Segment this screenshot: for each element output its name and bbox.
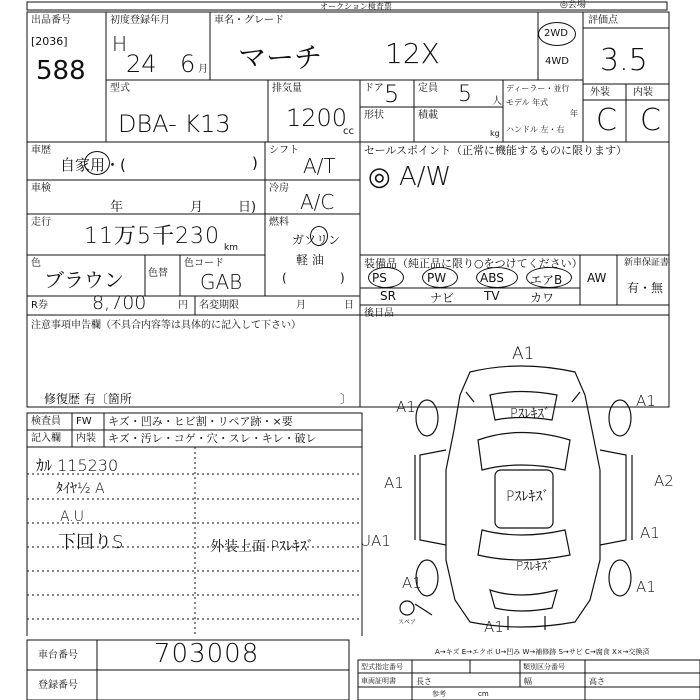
doors-value: 5 [384,80,400,108]
mark-rear-right: A1 [636,578,656,596]
equip-ps-circle [368,267,404,288]
mark-rear-left: A1 [402,574,422,592]
checker-exterior-items: キズ・凹み・ヒビ割・リペア跡・×要 [108,415,293,428]
repair-history-close: 〕 [340,392,353,406]
equip-airbag-circle [526,267,572,288]
registration-label: 初度登録年月 [110,15,170,26]
mileage-unit: km [224,243,238,253]
expiry-day: 日 [344,300,354,311]
reg-number-label: 登録番号 [38,680,78,691]
exterior-grade: C [596,103,617,138]
note-line-4: 下回りS [58,532,124,553]
dealer-label: ディーラー・並行 [506,84,570,93]
exterior-label: 外装 [590,87,610,98]
history-close: ) [252,154,258,172]
aircon-label: 冷房 [269,183,289,194]
mark-left-rear: UA1 [360,532,391,550]
color-value: ブラウン [44,268,124,292]
handle-label: ハンドル 左・右 [506,125,565,134]
shift-label: シフト [269,145,299,156]
note-line-5: 外装上面 Pｽﾚｷｽﾞ [210,539,314,555]
fuel-gas: ガソリン [292,233,341,247]
equip-abs-circle [476,267,518,288]
load-label: 積載 [418,110,438,121]
fuel-light: 軽 油 [296,253,324,267]
note-line-2: ﾀｲﾔ½ A [56,481,105,497]
displacement-label: 排気量 [272,83,302,94]
hood-note: Pｽﾚｷｽﾞ [510,407,551,422]
drive-4wd: 4WD [545,56,569,67]
equip-airbag: エアB [530,273,563,287]
warranty-label: 新車保証書 [624,258,670,268]
mark-front-left: A1 [396,398,416,416]
sales-point-label: セールスポイント（正常に機能するものに限ります） [364,144,628,157]
history-label: 車歴 [31,145,51,156]
equip-abs: ABS [480,271,504,285]
mileage-label: 走行 [31,217,51,228]
equip-sr: SR [380,289,396,303]
expiry-month: 月 [296,300,306,311]
equip-pw: PW [427,271,447,285]
mark-right-rear: A1 [640,524,660,542]
fuel-circle [310,226,328,246]
form-title: オークション検査票 [320,2,392,11]
car-name: マーチ [238,41,323,74]
venue-label: ◎会場 [560,0,586,10]
aircon-value: A/C [300,190,335,214]
history-value: 自家用・( [60,156,126,174]
repair-history: 修復歴 有〔箇所 [44,392,132,406]
reference-label: 参考 [432,690,446,698]
month-unit: 月 [198,64,208,75]
history-circle [84,151,110,175]
spare-label: スペア [398,619,417,626]
equip-ps: PS [372,271,387,285]
lot-number: 588 [36,56,86,86]
model-year-label: モデル 年式 [506,98,549,107]
notes-label: 注意事項申告欄（不具合内容等は具体的に記入して下さい） [31,320,301,331]
lot-code: [2036] [31,35,68,48]
equipment-label: 装備品（純正品に限り○をつけてください） [364,257,583,270]
roof-note: Pｽﾚｷｽﾞ [506,489,550,505]
interior-grade: C [640,103,661,138]
checker-fw: FW [76,416,92,427]
mark-right-door: A2 [654,472,674,490]
capacity-value: 5 [458,82,472,107]
equip-pw-circle [422,267,458,288]
capacity-unit: 人 [492,96,502,107]
interior-label: 内装 [633,87,653,98]
mileage-value: 11万5千230 [84,224,220,249]
load-unit: kg [490,129,500,138]
checker-int-label: 内装 [76,433,96,444]
shift-value: A/T [303,154,336,178]
equip-navi: ナビ [430,291,455,305]
warranty-value: 有・無 [627,281,664,295]
note-line-3: A.U [60,509,85,525]
rating-score: 3.5 [600,43,648,78]
shape-label: 形状 [364,110,384,121]
car-name-label: 車名・グレード [214,15,284,26]
note-line-1: ｶﾙ 115230 [36,456,119,475]
fuel-paren-close: ) [340,271,345,285]
inspection-year: 年 [110,200,124,215]
length-label: 長さ [416,677,432,686]
equip-leather: カワ [530,291,555,305]
mark-left-door: A1 [384,474,404,492]
checker-interior-items: キズ・汚レ・コゲ・穴・スレ・キレ・破レ [108,432,317,445]
vin-value: 703008 [154,639,260,669]
inspection-label: 車検 [31,183,51,194]
drive-2wd: 2WD [544,28,568,39]
inspection-day: 日) [238,200,257,215]
equip-aw: AW [587,271,607,285]
recycle-label: R券 [31,300,48,311]
year-unit: 年 [570,109,578,118]
model-label: 型式 [110,83,130,94]
expiry-label: 名変期限 [199,300,239,311]
lot-label: 出品番号 [31,15,71,26]
car-grade: 12X [385,37,440,70]
rear-note: Pｽﾚｷｽﾞ [516,559,554,573]
registration-era: H [112,32,128,56]
width-label: 幅 [524,677,532,686]
color-code: GAB [200,270,243,294]
checker-label-2: 記入欄 [31,433,61,444]
inspection-month: 月 [190,200,204,215]
height-label: 高さ [589,677,605,686]
mark-front-right: A1 [636,392,656,410]
mark-front: A1 [512,344,535,364]
recycle-value: 8,700 [92,292,147,314]
fuel-label: 燃料 [269,217,289,228]
color-tone-label: 色替 [148,268,168,279]
mark-rear: A1 [484,618,504,636]
rating-label: 評価点 [588,15,618,26]
cm-unit: cm [478,690,489,698]
type-approval-label: 型式指定番号 [361,663,403,671]
fuel-paren-open: ( [282,271,287,285]
vehicle-cert-label: 車両証明書 [361,677,396,685]
equip-tv: TV [484,289,500,303]
checker-label-1: 検査員 [31,416,61,427]
displacement-unit: cc [343,126,354,137]
color-label: 色 [31,258,41,269]
vin-label: 車台番号 [38,650,78,661]
sales-point-value: ◎ A/W [368,162,452,192]
registration-month: 6 [180,50,196,78]
capacity-label: 定員 [418,83,438,94]
registration-year: 24 [126,50,157,78]
model-value: DBA- K13 [118,110,231,138]
category-label: 類別区分番号 [523,663,565,671]
color-code-label: 色コード [184,258,224,269]
rear-entry-label: 後日品 [364,308,394,319]
doors-label: ドア [364,83,384,94]
displacement-value: 1200 [286,104,348,132]
recycle-unit: 円 [178,300,188,311]
damage-legend: A→キズ E→エクボ U→凹み W→補修跡 S→サビ C→腐食 X×→交換済 [435,648,650,656]
